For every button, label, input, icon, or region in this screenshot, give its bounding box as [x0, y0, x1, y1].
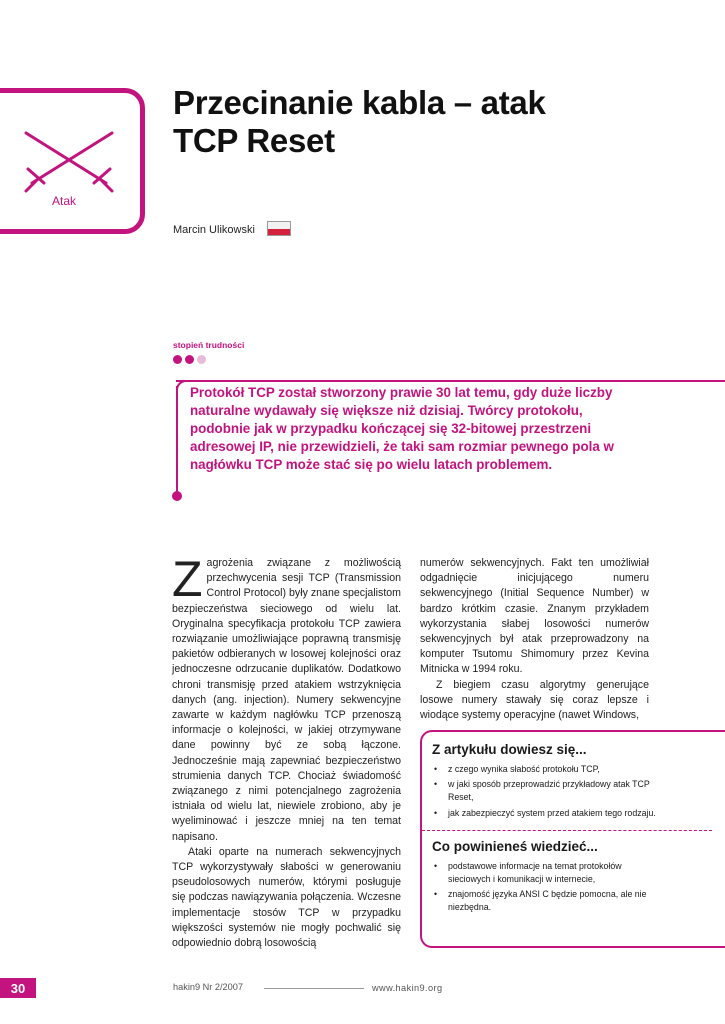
list-item: • z czego wynika słabość protokołu TCP,: [448, 763, 664, 776]
website-url: www.hakin9.org: [372, 983, 443, 993]
difficulty-label: stopień trudności: [173, 340, 245, 350]
body-paragraph: Z biegiem czasu algorytmy generujące losowe numery stawały się coraz lepsze i wiodące systemy operacyjne (nawet Windows,: [420, 678, 649, 722]
author-name: Marcin Ulikowski: [173, 224, 255, 236]
prereq-list: [432, 860, 664, 915]
sidebox-heading-prereq: Co powinieneś wiedzieć...: [432, 838, 598, 854]
list-item: • jak zabezpieczyć system przed atakiem tego rodzaju.: [448, 807, 664, 820]
difficulty-rating: [173, 355, 206, 364]
sidebox-divider: [422, 830, 712, 831]
page-number: 30: [0, 978, 36, 998]
body-paragraph: [172, 551, 401, 845]
poland-flag-icon: [267, 221, 291, 236]
difficulty-dot-empty: [197, 355, 206, 364]
difficulty-dot-filled: [185, 355, 194, 364]
sidebox-heading-learn: Z artykułu dowiesz się...: [432, 742, 587, 757]
article-title: [173, 84, 693, 160]
lead-paragraph: Protokół TCP został stworzony prawie 30 lat temu, gdy duże liczby naturalne wydawały się większe niż dzisiaj. Twórcy protokołu, podobnie jak w przypadku kończącej się 32-bitowej przestrzeni adresowej IP, nie przewidzieli, że taki sam rozmiar pewnego pola w nagłówku TCP może stać się po wielu latach problemem.: [190, 385, 614, 472]
title-line-2: TCP Reset: [173, 122, 335, 159]
body-column-1: [172, 551, 401, 951]
section-label: Atak: [52, 194, 77, 208]
drop-cap: Z: [172, 551, 203, 607]
paragraph-text: agrożenia związane z możliwością przechwycenia sesji TCP (Transmission Control Protocol) były znane specjalistom bezpieczeństwa sieciowego od wielu lat. Oryginalna specyfikacja protokołu TCP zawiera rozwiązanie umożliwiające poprawną transmisję pakietów odbieranych w losowej kolejności oraz jednoczesne odrzucanie duplikatów. Dodatkowo chroni transmisję przed atakiem wstrzyknięcia danych (ang. injection). Numery sekwencyjne zawarte w każdym nagłówku TCP przenoszą informacje o kolejności, w jakiej otrzymywane dane powinny być ze sobą łączone. Jednocześnie mają zapewniać bezpieczeństwo strumienia danych TCP. Chociaż świadomość związanego z nimi potencjalnego zagrożenia istniała od wielu lat, niewiele zrobiono, aby je wyeliminować i jeszcze mniej na ten temat napisano.: [172, 557, 401, 843]
body-column-2: [420, 556, 649, 723]
lead-end-dot: [172, 491, 182, 501]
crossed-swords-icon: [14, 125, 124, 195]
issue-label: hakin9 Nr 2/2007: [173, 982, 243, 992]
list-item: • podstawowe informacje na temat protokołów sieciowych i komunikacji w internecie,: [448, 860, 664, 886]
learn-list: [432, 763, 664, 820]
lead-rule-vertical: [176, 386, 178, 496]
list-item: • w jaki sposób przeprowadzić przykładowy atak TCP Reset,: [448, 778, 664, 804]
title-line-1: Przecinanie kabla – atak: [173, 84, 546, 121]
lead-corner: [176, 380, 190, 394]
footer-rule: [264, 988, 364, 989]
list-item: • znajomość języka ANSI C będzie pomocna, ale nie niezbędna.: [448, 888, 664, 914]
difficulty-dot-filled: [173, 355, 182, 364]
body-paragraph: numerów sekwencyjnych. Fakt ten umożliwiał odgadnięcie inicjującego numeru sekwencyjnego (Initial Sequence Number) w bardzo krótkim czasie. Znanym przykładem wykorzystania słabej losowości numerów sekwencyjnych był atak przeprowadzony na komputer Tsutomu Shimomury przez Kevina Mitnicka w 1994 roku.: [420, 557, 649, 676]
lead-rule: [176, 380, 725, 382]
info-sidebox: [420, 730, 725, 948]
body-paragraph: Ataki oparte na numerach sekwencyjnych TCP wykorzystywały słabości w generowaniu pseudolosowych numerów, którymi posługuje się podczas nawiązywania połączenia. Wczesne implementacje stosów TCP w przypadku większości systemów nie mogły pochwalić się odpowiednio dobrą losowością: [172, 845, 401, 950]
